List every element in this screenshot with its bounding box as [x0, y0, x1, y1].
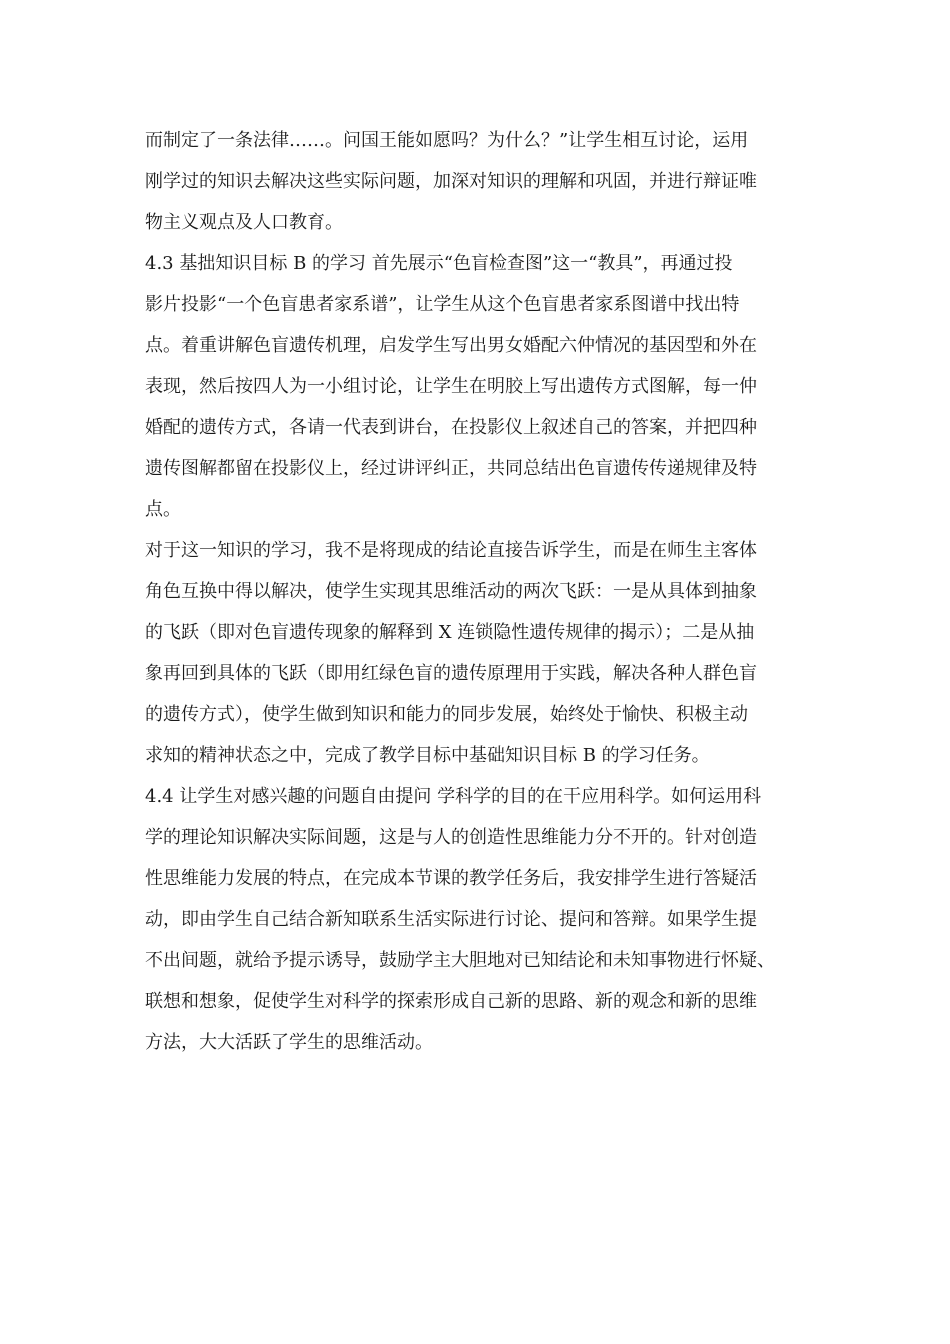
text-line: 方法，大大活跃了学生的思维活动。: [145, 1032, 433, 1053]
text-line: 影片投影“一个色盲患者家系谱”，让学生从这个色盲患者家系图谱中找出特: [145, 294, 740, 315]
text-line: 而制定了一条法律……。问国王能如愿吗？为什么？”让学生相互讨论，运用: [145, 130, 749, 151]
text-line: 动，即由学生自己结合新知联系生活实际进行讨论、提问和答辩。如果学生提: [145, 909, 757, 930]
text-line: 联想和想象，促使学生对科学的探索形成自己新的思路、新的观念和新的思维: [145, 991, 757, 1012]
text-line: 点。着重讲解色盲遗传机理，启发学生写出男女婚配六仲情况的基因型和外在: [145, 335, 757, 356]
section-4-3-line: 4.3 基拙知识目标 B 的学习 首先展示“色盲检查图”这一“教具”，再通过投: [145, 253, 733, 274]
section-4-4-line: 4.4 让学生对感兴趣的问题自由提问 学科学的目的在干应用科学。如何运用科: [145, 786, 762, 807]
paragraph-start-line: 对于这一知识的学习，我不是将现成的结论直接告诉学生，而是在师生主客体: [145, 540, 757, 561]
text-line: 的飞跃（即对色盲遗传现象的解释到 X 连锁隐性遗传规律的揭示）；二是从抽: [145, 622, 755, 643]
text-line: 学的理论知识解决实际间题，这是与人的创造性思维能力分不开的。针对创造: [145, 827, 757, 848]
text-line: 遗传图解都留在投影仪上，经过讲评纠正，共同总结出色盲遗传传递规律及特: [145, 458, 757, 479]
text-line: 角色互换中得以解决，使学生实现其思维活动的两次飞跃：一是从具体到抽象: [145, 581, 757, 602]
text-line: 求知的精神状态之中，完成了教学目标中基础知识目标 B 的学习任务。: [145, 745, 710, 766]
text-line: 性思维能力发展的特点，在完成本节课的教学任务后，我安排学生进行答疑活: [145, 868, 757, 889]
text-line: 婚配的遗传方式，各请一代表到讲台，在投影仪上叙述自己的答案，并把四种: [145, 417, 757, 438]
text-line: 象再回到具体的飞跃（即用红绿色盲的遗传原理用于实践，解决各种人群色盲: [145, 663, 757, 684]
text-line: 点。: [145, 499, 181, 520]
text-line: 表现，然后按四人为一小组讨论，让学生在明胶上写出遗传方式图解，每一仲: [145, 376, 757, 397]
text-line: 的遗传方式），使学生做到知识和能力的同步发展，始终处于愉快、积极主动: [145, 704, 748, 725]
document-body: [145, 120, 810, 1063]
text-line: 不出间题，就给予提示诱导，鼓励学主大胆地对已知结论和未知事物进行怀疑、: [145, 950, 775, 971]
text-line: 刚学过的知识去解决这些实际问题，加深对知识的理解和巩固，并进行辩证唯: [145, 171, 757, 192]
text-line: 物主义观点及人口教育。: [145, 212, 343, 233]
